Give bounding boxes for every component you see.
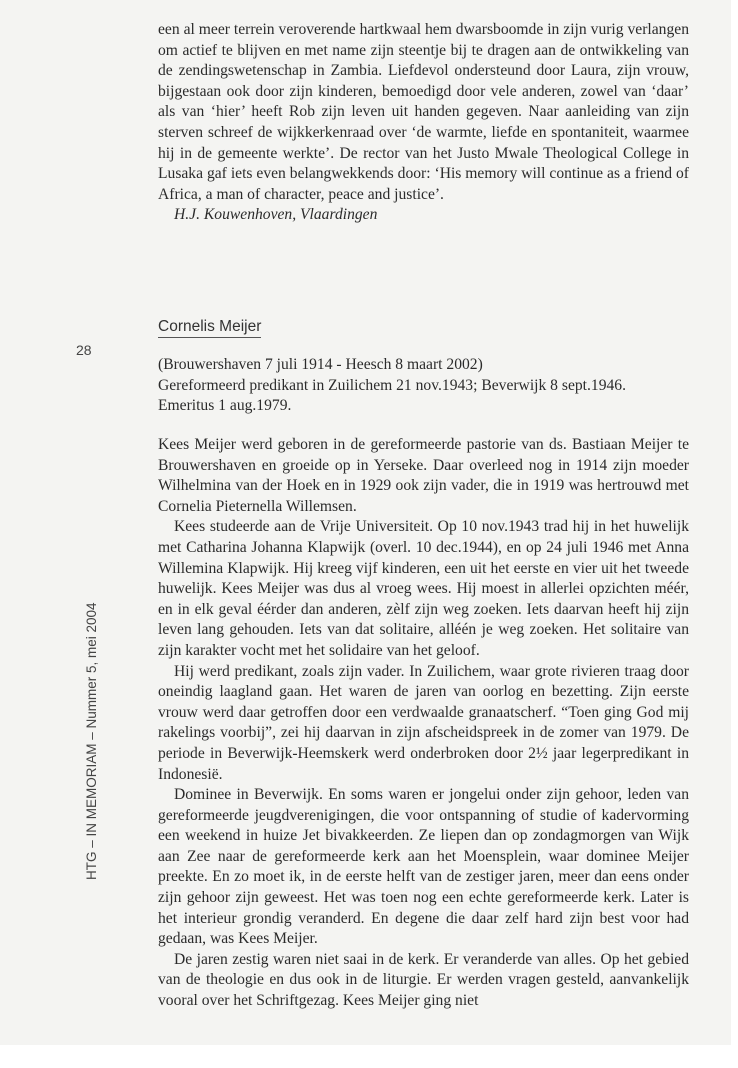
body-paragraph-3: Hij werd predikant, zoals zijn vader. In Zuilichem, waar grote rivieren traag door oneindig laagland gaan. Het waren de jaren van oorlog en bezetting. Zijn eerste vrouw werd daar getroffen door een verdwaalde granaatscherf. “Toen ging God mij rakelings voorbij”, zei hij daarvan in zijn afscheidspreek in de zomer van 1979. De periode in Beverwijk-Heemskerk werd onderbroken door 2½ jaar legerpredikant in Indonesië. xyxy=(158,662,689,783)
intro-paragraph: een al meer terrein veroverende hartkwaal hem dwarsboomde in zijn vurig verlangen om actief te blijven en met name zijn steentje bij te dragen aan de ontwikkeling van de zendingswetenschap in Zambia. Liefdevol ondersteund door Laura, zijn vrouw, bijgestaan ook door zijn kinderen, bemoedigd door vele anderen, zowel van ‘daar’ als van ‘hier’ heeft Rob zijn leven uit handen gegeven. Naar aanleiding van zijn sterven schreef de wijkkerkenraad over ‘de warmte, liefde en spontaniteit, waarmee hij in de gemeente werkte’. De rector van het Justo Mwale Theological College in Lusaka gaf iets even belangwekkends door: ‘His memory will continue as a friend of Africa, a man of character, peace and justice’. xyxy=(158,21,689,203)
bio-emeritus: Emeritus 1 aug.1979. xyxy=(158,397,292,415)
intro-section xyxy=(158,20,689,226)
body-paragraph-2: Kees studeerde aan de Vrije Universiteit. Op 10 nov.1943 trad hij in het huwelijk met Catharina Johanna Klapwijk (overl. 10 dec.1944), en op 24 juli 1946 met Anna Willemina Klapwijk. Hij kreeg vijf kinderen, een uit het eerste en vier uit het tweede huwelijk. Kees Meijer was dus al vroeg wees. Hij moest in allerlei opzichten méér, en in elk geval éérder dan anderen, zèlf zijn weg zoeken. Iets daarvan heeft hij zijn leven lang gehouden. Iets van dat solitaire, alléén je weg zoeken. Het solitaire van zijn karakter vocht met het solidaire van het geloof. xyxy=(158,518,689,659)
page-number: 28 xyxy=(76,342,92,358)
article-body xyxy=(158,435,689,1012)
body-paragraph-4: Dominee in Beverwijk. En soms waren er jongelui onder zijn gehoor, leden van gereformeerde jeugdverenigingen, die voor ontspanning of studie of kadervorming een weekend in huize Jet bivakkeerden. Ze liepen dan op zondagmorgen van Wijk aan Zee naar de gereformeerde kerk aan het Moensplein, waar dominee Meijer preekte. En zo moet ik, in de eerste helft van de zestiger jaren, meer dan eens onder zijn gehoor zijn geweest. Het was toen nog een echte gereformeerde kerk. Later is het interieur grondig veranderd. En degene die daar zelf hard zijn best voor had gedaan, was Kees Meijer. xyxy=(158,786,689,948)
body-paragraph-1: Kees Meijer werd geboren in de gereformeerde pastorie van ds. Bastiaan Meijer te Brouwershaven en groeide op in Yerseke. Daar overleed nog in 1914 zijn moeder Wilhelmina van der Hoek en in 1929 ook zijn vader, die in 1919 was hertrouwd met Cornelia Pieternella Willemsen. xyxy=(158,436,689,515)
body-paragraph-5: De jaren zestig waren niet saai in de kerk. Er veranderde van alles. Op het gebied van de theologie en dus ook in de liturgie. Er werden vragen gesteld, aanvankelijk vooral over het Schriftgezag. Kees Meijer ging niet xyxy=(158,950,689,1010)
running-head: HTG – IN MEMORIAM – Nummer 5, mei 2004 xyxy=(84,602,99,880)
bio-dates: (Brouwershaven 7 juli 1914 - Heesch 8 maart 2002) xyxy=(158,356,483,373)
bio-career: Gereformeerd predikant in Zuilichem 21 nov.1943; Beverwijk 8 sept.1946. xyxy=(158,376,626,394)
page-edge-right xyxy=(731,0,738,1068)
page-edge-bottom xyxy=(0,1045,738,1068)
intro-signature: H.J. Kouwenhoven, Vlaardingen xyxy=(174,206,378,224)
section-heading: Cornelis Meijer xyxy=(158,318,261,338)
bio-block xyxy=(158,355,689,417)
